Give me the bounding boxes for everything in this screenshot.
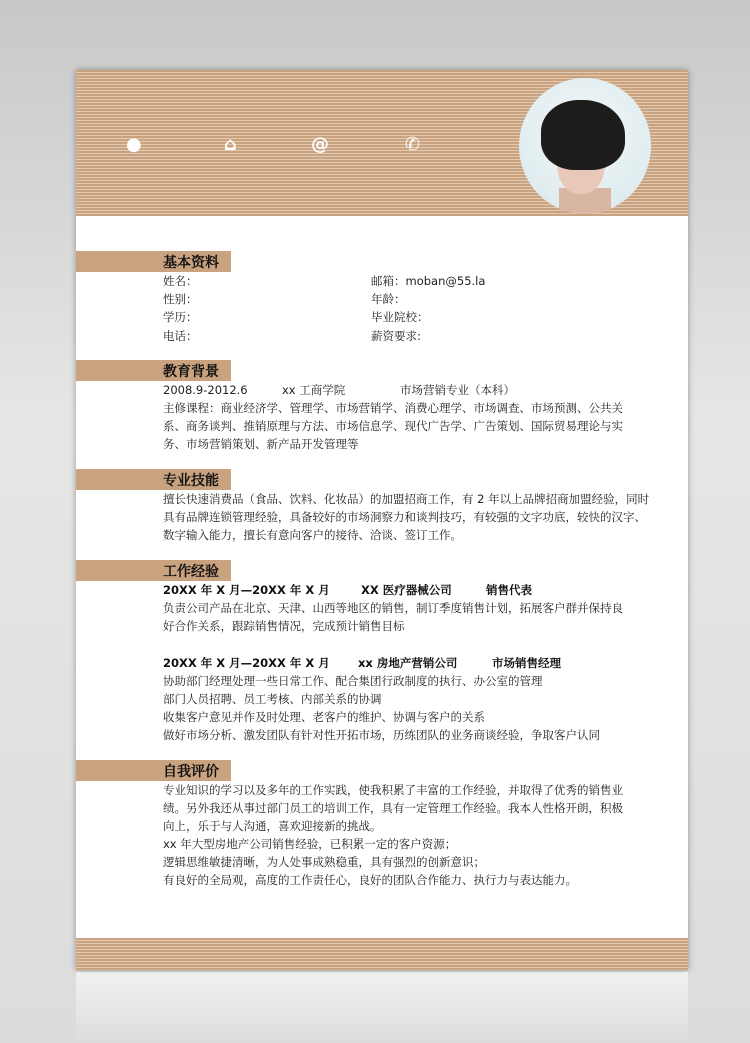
self-line: xx 年大型房地产公司销售经验，已积累一定的客户资源； xyxy=(163,837,457,851)
section-basic-info xyxy=(76,251,231,272)
self-line: 逻辑思维敏捷清晰，为人处事成熟稳重，具有强烈的创新意识； xyxy=(163,855,485,869)
school-field: 毕业院校： xyxy=(371,310,429,324)
job-company: xx 房地产营销公司 xyxy=(358,656,458,670)
phone-icon: ✆ xyxy=(405,134,421,155)
footer-banner xyxy=(76,938,688,970)
edu-line: 主修课程：商业经济学、管理学、市场营销学、消费心理学、市场调查、市场预测、公共关 xyxy=(163,401,623,415)
skills-line: 具有品牌连锁管理经验，具备较好的市场洞察力和谈判技巧，有较强的文字功底，较快的汉字、 xyxy=(163,510,646,524)
job-role: 市场销售经理 xyxy=(492,656,561,670)
section-title: 教育背景 xyxy=(163,364,219,380)
section-title: 工作经验 xyxy=(163,564,219,580)
section-self-evaluation xyxy=(76,760,231,781)
salary-field: 薪资要求: xyxy=(371,329,421,343)
at-icon: @ xyxy=(311,134,329,155)
self-line: 向上，乐于与人沟通，喜欢迎接新的挑战。 xyxy=(163,819,382,833)
edu-line: 系、商务谈判、推销原理与方法、市场信息学、现代广告学、广告策划、国际贸易理论与实 xyxy=(163,419,623,433)
self-line: 绩。另外我还从事过部门员工的培训工作，具有一定管理工作经验。我本人性格开朗，积极 xyxy=(163,801,623,815)
section-skills xyxy=(76,469,231,490)
skills-line: 数字输入能力，擅长有意向客户的接待、洽谈、签订工作。 xyxy=(163,528,462,542)
education-field: 学历： xyxy=(163,310,198,324)
page-reflection xyxy=(76,972,688,1043)
job-line: 收集客户意见并作及时处理、老客户的维护、协调与客户的关系 xyxy=(163,710,485,724)
section-work xyxy=(76,560,231,581)
job-period: 20XX 年 X 月—20XX 年 X 月 xyxy=(163,656,330,670)
job-line: 协助部门经理处理一些日常工作、配合集团行政制度的执行、办公室的管理 xyxy=(163,674,543,688)
section-title: 基本资料 xyxy=(163,255,219,271)
age-field: 年龄： xyxy=(371,292,406,306)
self-line: 有良好的全局观，高度的工作责任心，良好的团队合作能力、执行力与表达能力。 xyxy=(163,873,577,887)
job-company: XX 医疗器械公司 xyxy=(361,583,452,597)
job-line: 好合作关系，跟踪销售情况，完成预计销售目标 xyxy=(163,619,405,633)
resume-page xyxy=(76,70,688,970)
job-role: 销售代表 xyxy=(486,583,532,597)
header-banner xyxy=(76,70,688,216)
home-icon: ⌂ xyxy=(224,134,237,155)
job-period: 20XX 年 X 月—20XX 年 X 月 xyxy=(163,583,330,597)
skills-line: 擅长快速消费品（食品、饮料、化妆品）的加盟招商工作，有 2 年以上品牌招商加盟经验，同时 xyxy=(163,492,650,506)
job-line: 做好市场分析、激发团队有针对性开拓市场，历练团队的业务商谈经验，争取客户认同 xyxy=(163,728,600,742)
profile-photo xyxy=(519,78,651,214)
section-title: 专业技能 xyxy=(163,473,219,489)
job-line: 负责公司产品在北京、天津、山西等地区的销售，制订季度销售计划，拓展客户群并保持良 xyxy=(163,601,623,615)
gender-field: 性别： xyxy=(163,292,198,306)
person-icon: ● xyxy=(126,134,142,155)
section-education xyxy=(76,360,231,381)
self-line: 专业知识的学习以及多年的工作实践，使我积累了丰富的工作经验，并取得了优秀的销售业 xyxy=(163,783,623,797)
edu-line: 务、市场营销策划、新产品开发管理等 xyxy=(163,437,359,451)
phone-field: 电话： xyxy=(163,329,198,343)
name-field: 姓名： xyxy=(163,274,198,288)
edu-period: 2008.9-2012.6 xyxy=(163,383,248,397)
job-line: 部门人员招聘、员工考核、内部关系的协调 xyxy=(163,692,382,706)
section-title: 自我评价 xyxy=(163,764,219,780)
email-field: 邮箱：moban@55.la xyxy=(371,274,486,288)
edu-major: 市场营销专业（本科） xyxy=(400,383,515,397)
edu-school: xx 工商学院 xyxy=(282,383,346,397)
